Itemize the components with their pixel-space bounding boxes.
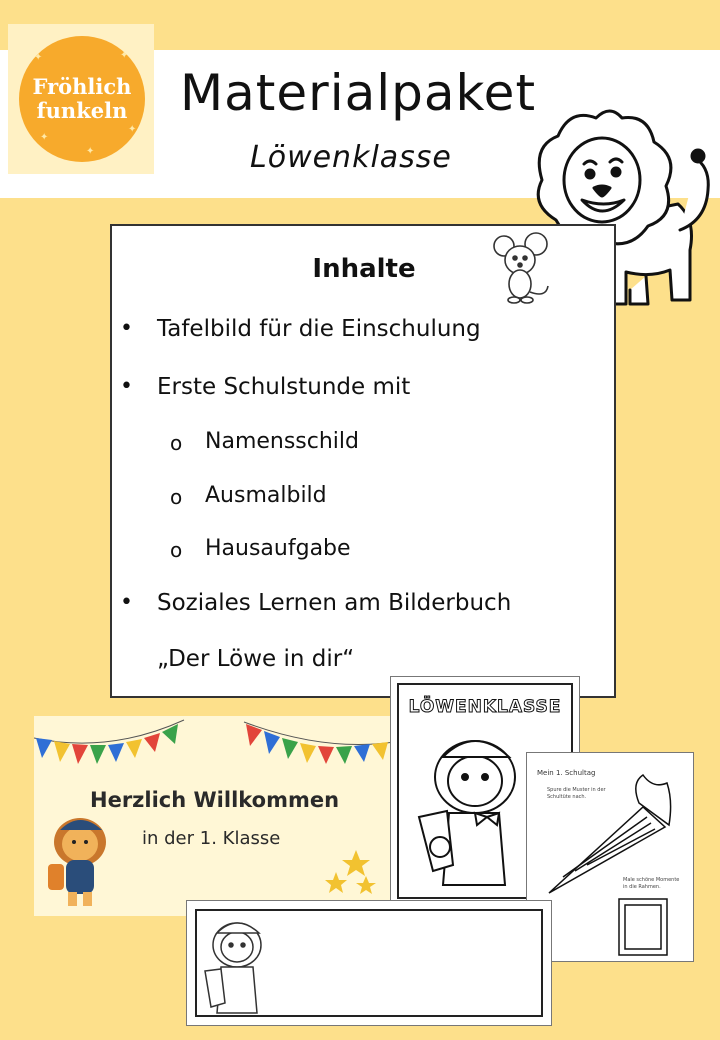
school-cone-icon — [527, 753, 695, 963]
bunting-icon — [34, 716, 394, 786]
bullet-icon: • — [120, 590, 133, 615]
sparkle-icon: ✦ — [40, 132, 49, 143]
sparkle-icon: ✦ — [34, 52, 43, 63]
mouse-illustration-icon — [492, 232, 552, 304]
stars-icon — [322, 848, 382, 898]
sparkle-icon: ✦ — [128, 124, 137, 135]
lion-name-tag-icon — [199, 913, 279, 1019]
sub-list-item: Ausmalbild — [205, 483, 327, 508]
school-day-task-2: Male schöne Momente in die Rahmen. — [623, 877, 680, 890]
lion-coloring-icon — [413, 725, 543, 895]
page-subtitle: Löwenklasse — [250, 140, 452, 175]
name-tag-preview — [186, 900, 552, 1026]
circle-bullet-icon: o — [170, 538, 183, 562]
welcome-preview — [34, 716, 394, 916]
contents-card — [110, 224, 616, 698]
sub-list-item: Hausaufgabe — [205, 536, 351, 561]
school-day-task-1: Spure die Muster in der Schultüte nach. — [547, 787, 606, 800]
bullet-icon: • — [120, 316, 133, 341]
list-item: Erste Schulstunde mit — [157, 374, 411, 400]
school-day-title: Mein 1. Schultag — [537, 769, 596, 777]
sparkle-icon: ✦ — [86, 146, 95, 157]
welcome-subtitle: in der 1. Klasse — [142, 828, 281, 849]
logo-line-1: Fröhlich — [32, 74, 132, 99]
lion-student-icon — [40, 812, 120, 912]
circle-bullet-icon: o — [170, 485, 183, 509]
list-item: Soziales Lernen am Bilderbuch — [157, 590, 512, 616]
list-item: Tafelbild für die Einschulung — [157, 316, 481, 342]
logo-line-2: funkeln — [36, 98, 128, 123]
sparkle-icon: ✦ — [120, 50, 129, 61]
welcome-title: Herzlich Willkommen — [90, 788, 340, 812]
list-item-continuation: „Der Löwe in dir“ — [157, 646, 355, 672]
page-title: Materialpaket — [180, 64, 537, 122]
contents-heading: Inhalte — [312, 254, 416, 284]
sub-list-item: Namensschild — [205, 429, 359, 454]
bullet-icon: • — [120, 374, 133, 399]
circle-bullet-icon: o — [170, 431, 183, 455]
coloring-sheet-title: LÖWENKLASSE — [408, 697, 562, 717]
